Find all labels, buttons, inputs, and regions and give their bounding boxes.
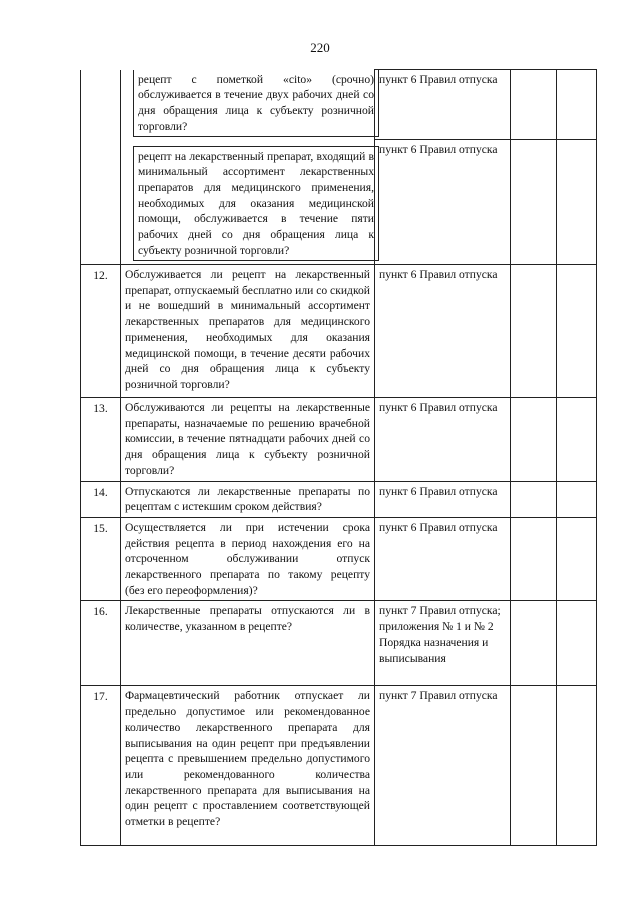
question-cell: Обслуживаются ли рецепты на лекарственные препараты, назначаемые по решению врачебной комиссии, в течение пятнадцати рабочих дней со дня обращения лица к субъекту розничной торговли?: [121, 398, 375, 482]
question-cell: Отпускаются ли лекарственные препараты по рецептам с истекшим сроком действия?: [121, 481, 375, 517]
reference-cell: пункт 6 Правил отпуска: [375, 265, 511, 398]
row-number: 16.: [81, 601, 121, 686]
inspection-checklist-table: [80, 69, 597, 846]
table-row: [81, 517, 597, 601]
sub-question: рецепт на лекарственный препарат, входящий в минимальный ассортимент лекарственных препаратов для медицинского применения, необходимых для оказания медицинской помощи, обслуживается в течение пяти рабочих дней со дня обращения лица к субъекту розничной торговли?: [133, 146, 379, 262]
sub-question: рецепт с пометкой «cito» (срочно) обслуживается в течение двух рабочих дней со дня обращения лица к субъекту розничной торговли?: [133, 70, 379, 138]
table-row: [81, 70, 597, 140]
table-row: [81, 601, 597, 686]
reference-cell: пункт 6 Правил отпуска: [375, 398, 511, 482]
note-cell: [557, 517, 597, 601]
result-cell: [511, 140, 557, 265]
page-number: 220: [310, 40, 330, 55]
reference-cell: пункт 6 Правил отпуска: [375, 140, 511, 265]
result-cell: [511, 517, 557, 601]
question-cell: [121, 140, 375, 265]
row-number: 13.: [81, 398, 121, 482]
row-number: 15.: [81, 517, 121, 601]
note-cell: [557, 70, 597, 140]
reference-cell: пункт 6 Правил отпуска: [375, 517, 511, 601]
question-cell: [121, 70, 375, 140]
result-cell: [511, 398, 557, 482]
reference-cell: пункт 6 Правил отпуска: [375, 70, 511, 140]
question-cell: Фармацевтический работник отпускает ли предельно допустимое или рекомендованное количество лекарственного препарата для выписывания на один рецепт при предъявлении рецепта с превышением предельно допустимого или рекомендованного количества лекарственного препарата для выписывания на один рецепт с проставлением соответствующей отметки в рецепте?: [121, 686, 375, 846]
reference-cell: пункт 7 Правил отпуска; приложения № 1 и № 2 Порядка назначения и выписывания: [375, 601, 511, 686]
note-cell: [557, 140, 597, 265]
row-number: 14.: [81, 481, 121, 517]
reference-cell: пункт 7 Правил отпуска: [375, 686, 511, 846]
table-row: [81, 686, 597, 846]
row-number: 12.: [81, 265, 121, 398]
question-cell: Обслуживается ли рецепт на лекарственный препарат, отпускаемый бесплатно или со скидкой и не вошедший в минимальный ассортимент лекарственных препаратов для медицинского применения, необходимых для оказания медицинской помощи, в течение десяти рабочих дней со дня обращения лица к субъекту розничной торговли?: [121, 265, 375, 398]
row-number: 17.: [81, 686, 121, 846]
table-row: [81, 265, 597, 398]
reference-cell: пункт 6 Правил отпуска: [375, 481, 511, 517]
table-row: [81, 398, 597, 482]
row-number: [81, 70, 121, 140]
row-number: [81, 140, 121, 265]
result-cell: [511, 601, 557, 686]
note-cell: [557, 265, 597, 398]
table-row: [81, 140, 597, 265]
question-cell: Лекарственные препараты отпускаются ли в количестве, указанном в рецепте?: [121, 601, 375, 686]
result-cell: [511, 686, 557, 846]
note-cell: [557, 686, 597, 846]
note-cell: [557, 481, 597, 517]
result-cell: [511, 265, 557, 398]
note-cell: [557, 601, 597, 686]
note-cell: [557, 398, 597, 482]
result-cell: [511, 70, 557, 140]
question-cell: Осуществляется ли при истечении срока действия рецепта в период нахождения его на отсроченном обслуживании отпуск лекарственного препарата по такому рецепту (без его переоформления)?: [121, 517, 375, 601]
table-row: [81, 481, 597, 517]
result-cell: [511, 481, 557, 517]
